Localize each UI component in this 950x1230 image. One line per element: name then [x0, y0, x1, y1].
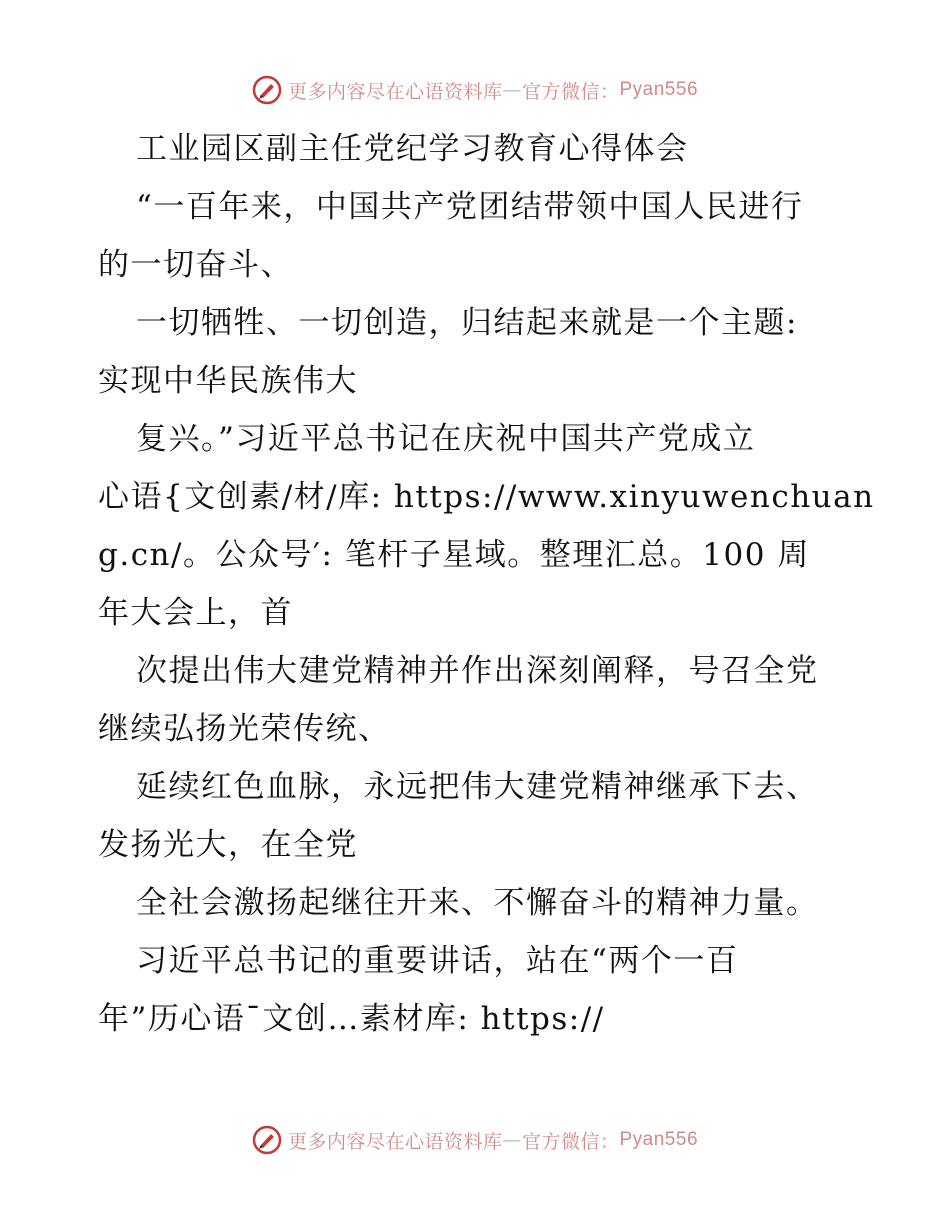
text-line: 全社会激扬起继往开来、不懈奋斗的精神力量。: [136, 885, 819, 921]
text-line: 年大会上，首: [98, 595, 293, 631]
document-title: 工业园区副主任党纪学习教育心得体会: [136, 131, 689, 167]
text-line: 年”历心语¯文创…素材库: https://: [98, 1001, 605, 1037]
text-line: 习近平总书记的重要讲话，站在“两个一百: [136, 943, 739, 979]
header-watermark-banner: [0, 70, 950, 110]
banner-wechat-id: Pyan556: [619, 79, 699, 100]
pen-seal-icon: [252, 75, 282, 105]
footer-watermark-banner: [0, 1120, 950, 1160]
text-line: 一切牺牲、一切创造，归结起来就是一个主题:: [136, 305, 798, 341]
text-line: 复兴。”习近平总书记在庆祝中国共产党成立: [136, 421, 756, 457]
text-line: 延续红色血脉，永远把伟大建党精神继承下去、: [136, 769, 819, 805]
pen-seal-icon: [252, 1125, 282, 1155]
text-line: g.cn/。公众号′: 笔杆子星域。整理汇总。100 周: [98, 537, 810, 573]
banner-separator: —: [502, 79, 522, 101]
text-line: “一百年来，中国共产党团结带领中国人民进行: [136, 189, 804, 225]
text-line: 继续弘扬光荣传统、: [98, 711, 391, 747]
text-line: 次提出伟大建党精神并作出深刻阐释，号召全党: [136, 653, 819, 689]
document-body: [98, 120, 875, 1048]
banner-wechat-id: Pyan556: [619, 1129, 699, 1150]
text-line: 的一切奋斗、: [98, 247, 293, 283]
banner-label: 官方微信：: [521, 80, 620, 103]
banner-slogan: 更多内容尽在心语资料库: [287, 1130, 503, 1153]
text-line: 心语{文创素/材/库: https://www.xinyuwenchuan: [98, 479, 875, 515]
banner-label: 官方微信：: [521, 1130, 620, 1153]
banner-slogan: 更多内容尽在心语资料库: [287, 80, 503, 103]
text-line: 实现中华民族伟大: [98, 363, 358, 399]
text-line: 发扬光大，在全党: [98, 827, 358, 863]
banner-separator: —: [502, 1129, 522, 1151]
